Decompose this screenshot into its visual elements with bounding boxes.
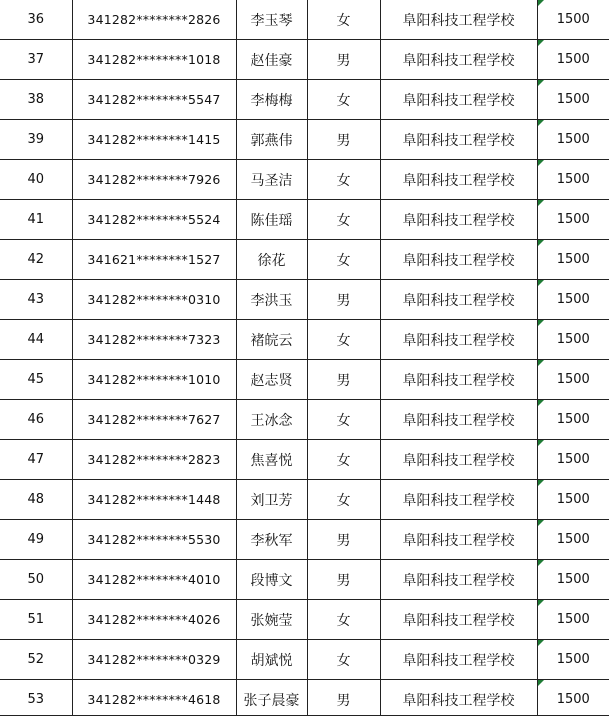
table-row xyxy=(0,160,609,200)
school-name-cell[interactable] xyxy=(380,520,537,560)
amount-cell[interactable] xyxy=(537,80,609,120)
next-row-edge xyxy=(0,715,609,720)
row-number-cell[interactable] xyxy=(0,680,72,720)
row-number-cell[interactable] xyxy=(0,200,72,240)
row-number-text: 46 xyxy=(27,412,45,427)
table-row xyxy=(0,680,609,720)
school-name-cell[interactable] xyxy=(380,680,537,720)
amount-cell[interactable] xyxy=(537,320,609,360)
number-stored-as-text-marker-icon xyxy=(538,480,544,486)
school-name-cell[interactable] xyxy=(380,560,537,600)
school-name-cell[interactable] xyxy=(380,40,537,80)
gender-cell[interactable] xyxy=(307,360,380,400)
number-stored-as-text-marker-icon xyxy=(538,240,544,246)
id-number-text: 341282********2823 xyxy=(87,452,221,467)
student-name-text: 褚皖云 xyxy=(250,332,293,349)
table-row xyxy=(0,320,609,360)
school-name-text: 阜阳科技工程学校 xyxy=(402,652,515,669)
student-name-cell[interactable] xyxy=(236,40,307,80)
gender-text: 女 xyxy=(336,252,351,269)
number-stored-as-text-marker-icon xyxy=(538,600,544,606)
student-name-cell[interactable] xyxy=(236,240,307,280)
school-name-text: 阜阳科技工程学校 xyxy=(402,692,515,709)
amount-cell[interactable] xyxy=(537,680,609,720)
student-name-text: 李梅梅 xyxy=(250,92,293,109)
id-number-text: 341282********4618 xyxy=(87,692,221,707)
row-number-cell[interactable] xyxy=(0,320,72,360)
id-number-text: 341621********1527 xyxy=(87,252,221,267)
row-number-text: 38 xyxy=(27,92,45,107)
gender-cell[interactable] xyxy=(307,320,380,360)
row-number-cell[interactable] xyxy=(0,440,72,480)
amount-cell[interactable] xyxy=(537,280,609,320)
school-name-text: 阜阳科技工程学校 xyxy=(402,492,515,509)
id-number-cell[interactable] xyxy=(72,320,236,360)
row-number-text: 42 xyxy=(27,252,45,267)
id-number-text: 341282********7627 xyxy=(87,412,221,427)
id-number-text: 341282********4010 xyxy=(87,572,221,587)
student-name-cell[interactable] xyxy=(236,560,307,600)
amount-cell[interactable] xyxy=(537,600,609,640)
number-stored-as-text-marker-icon xyxy=(538,400,544,406)
student-name-text: 赵佳豪 xyxy=(250,52,293,69)
gender-cell[interactable] xyxy=(307,520,380,560)
row-number-text: 50 xyxy=(27,572,45,587)
number-stored-as-text-marker-icon xyxy=(538,320,544,326)
student-name-text: 王冰念 xyxy=(250,412,293,429)
school-name-cell[interactable] xyxy=(380,160,537,200)
number-stored-as-text-marker-icon xyxy=(538,360,544,366)
number-stored-as-text-marker-icon xyxy=(538,680,544,686)
amount-cell[interactable] xyxy=(537,200,609,240)
row-number-text: 39 xyxy=(27,132,45,147)
gender-text: 女 xyxy=(336,612,351,629)
school-name-cell[interactable] xyxy=(380,120,537,160)
id-number-cell[interactable] xyxy=(72,400,236,440)
student-name-cell[interactable] xyxy=(236,640,307,680)
amount-cell[interactable] xyxy=(537,160,609,200)
id-number-cell[interactable] xyxy=(72,680,236,720)
id-number-text: 341282********1018 xyxy=(87,52,221,67)
student-name-cell[interactable] xyxy=(236,0,307,40)
row-number-text: 37 xyxy=(27,52,45,67)
id-number-cell[interactable] xyxy=(72,80,236,120)
student-name-text: 刘卫芳 xyxy=(250,492,293,509)
id-number-text: 341282********1415 xyxy=(87,132,221,147)
table-row xyxy=(0,280,609,320)
row-number-text: 36 xyxy=(27,12,45,27)
gender-cell[interactable] xyxy=(307,640,380,680)
school-name-cell[interactable] xyxy=(380,320,537,360)
id-number-cell[interactable] xyxy=(72,120,236,160)
amount-cell[interactable] xyxy=(537,480,609,520)
id-number-text: 341282********1010 xyxy=(87,372,221,387)
amount-text: 1500 xyxy=(556,452,590,467)
gender-cell[interactable] xyxy=(307,120,380,160)
row-number-cell[interactable] xyxy=(0,0,72,40)
student-name-text: 郭燕伟 xyxy=(250,132,293,149)
student-name-cell[interactable] xyxy=(236,80,307,120)
id-number-text: 341282********0310 xyxy=(87,292,221,307)
id-number-text: 341282********5530 xyxy=(87,532,221,547)
student-name-cell[interactable] xyxy=(236,440,307,480)
student-name-cell[interactable] xyxy=(236,600,307,640)
student-name-text: 徐花 xyxy=(257,252,286,269)
id-number-cell[interactable] xyxy=(72,40,236,80)
row-number-text: 45 xyxy=(27,372,45,387)
student-name-text: 张子晨豪 xyxy=(243,692,300,709)
gender-text: 男 xyxy=(336,372,351,389)
school-name-cell[interactable] xyxy=(380,440,537,480)
table-row xyxy=(0,400,609,440)
student-name-cell[interactable] xyxy=(236,320,307,360)
table-row xyxy=(0,440,609,480)
school-name-cell[interactable] xyxy=(380,400,537,440)
amount-text: 1500 xyxy=(556,572,590,587)
number-stored-as-text-marker-icon xyxy=(538,200,544,206)
row-number-text: 51 xyxy=(27,612,45,627)
row-number-text: 44 xyxy=(27,332,45,347)
id-number-text: 341282********1448 xyxy=(87,492,221,507)
gender-text: 女 xyxy=(336,212,351,229)
table-row xyxy=(0,80,609,120)
id-number-cell[interactable] xyxy=(72,640,236,680)
table-row xyxy=(0,240,609,280)
id-number-cell[interactable] xyxy=(72,520,236,560)
gender-cell[interactable] xyxy=(307,280,380,320)
amount-cell[interactable] xyxy=(537,400,609,440)
gender-cell[interactable] xyxy=(307,600,380,640)
number-stored-as-text-marker-icon xyxy=(538,640,544,646)
id-number-cell[interactable] xyxy=(72,480,236,520)
id-number-cell[interactable] xyxy=(72,560,236,600)
id-number-text: 341282********2826 xyxy=(87,12,221,27)
student-name-cell[interactable] xyxy=(236,200,307,240)
school-name-text: 阜阳科技工程学校 xyxy=(402,212,515,229)
school-name-text: 阜阳科技工程学校 xyxy=(402,12,515,29)
amount-text: 1500 xyxy=(556,92,590,107)
school-name-text: 阜阳科技工程学校 xyxy=(402,612,515,629)
number-stored-as-text-marker-icon xyxy=(538,120,544,126)
amount-cell[interactable] xyxy=(537,120,609,160)
student-name-cell[interactable] xyxy=(236,480,307,520)
school-name-cell[interactable] xyxy=(380,360,537,400)
row-number-text: 49 xyxy=(27,532,45,547)
school-name-cell[interactable] xyxy=(380,80,537,120)
gender-text: 女 xyxy=(336,492,351,509)
school-name-cell[interactable] xyxy=(380,0,537,40)
id-number-cell[interactable] xyxy=(72,240,236,280)
gender-text: 女 xyxy=(336,412,351,429)
row-number-cell[interactable] xyxy=(0,560,72,600)
row-number-cell[interactable] xyxy=(0,240,72,280)
student-name-cell[interactable] xyxy=(236,120,307,160)
number-stored-as-text-marker-icon xyxy=(538,40,544,46)
row-number-cell[interactable] xyxy=(0,400,72,440)
table-row xyxy=(0,600,609,640)
student-name-cell[interactable] xyxy=(236,520,307,560)
amount-cell[interactable] xyxy=(537,640,609,680)
number-stored-as-text-marker-icon xyxy=(538,280,544,286)
amount-cell[interactable] xyxy=(537,240,609,280)
row-number-cell[interactable] xyxy=(0,160,72,200)
row-number-cell[interactable] xyxy=(0,360,72,400)
school-name-text: 阜阳科技工程学校 xyxy=(402,372,515,389)
student-name-text: 李玉琴 xyxy=(250,12,293,29)
student-name-cell[interactable] xyxy=(236,680,307,720)
gender-cell[interactable] xyxy=(307,240,380,280)
student-name-text: 段博文 xyxy=(250,572,293,589)
amount-cell[interactable] xyxy=(537,440,609,480)
school-name-text: 阜阳科技工程学校 xyxy=(402,452,515,469)
gender-text: 男 xyxy=(336,692,351,709)
student-name-text: 焦喜悦 xyxy=(250,452,293,469)
row-number-cell[interactable] xyxy=(0,480,72,520)
row-number-cell[interactable] xyxy=(0,520,72,560)
amount-text: 1500 xyxy=(556,332,590,347)
row-number-cell[interactable] xyxy=(0,640,72,680)
gender-text: 男 xyxy=(336,572,351,589)
student-name-text: 陈佳瑶 xyxy=(250,212,293,229)
student-name-cell[interactable] xyxy=(236,280,307,320)
student-name-text: 赵志贤 xyxy=(250,372,293,389)
table-row xyxy=(0,480,609,520)
amount-text: 1500 xyxy=(556,132,590,147)
amount-text: 1500 xyxy=(556,612,590,627)
amount-text: 1500 xyxy=(556,372,590,387)
school-name-cell[interactable] xyxy=(380,480,537,520)
school-name-text: 阜阳科技工程学校 xyxy=(402,52,515,69)
student-name-cell[interactable] xyxy=(236,160,307,200)
amount-text: 1500 xyxy=(556,532,590,547)
school-name-text: 阜阳科技工程学校 xyxy=(402,172,515,189)
gender-cell[interactable] xyxy=(307,400,380,440)
amount-cell[interactable] xyxy=(537,40,609,80)
gender-cell[interactable] xyxy=(307,440,380,480)
table-row xyxy=(0,520,609,560)
student-name-text: 李洪玉 xyxy=(250,292,293,309)
amount-cell[interactable] xyxy=(537,520,609,560)
school-name-text: 阜阳科技工程学校 xyxy=(402,92,515,109)
gender-text: 女 xyxy=(336,652,351,669)
school-name-text: 阜阳科技工程学校 xyxy=(402,532,515,549)
school-name-cell[interactable] xyxy=(380,240,537,280)
amount-text: 1500 xyxy=(556,12,590,27)
student-name-cell[interactable] xyxy=(236,360,307,400)
student-name-text: 胡斌悦 xyxy=(250,652,293,669)
row-number-text: 52 xyxy=(27,652,45,667)
school-name-text: 阜阳科技工程学校 xyxy=(402,132,515,149)
student-name-text: 张婉莹 xyxy=(250,612,293,629)
id-number-cell[interactable] xyxy=(72,160,236,200)
id-number-text: 341282********7323 xyxy=(87,332,221,347)
id-number-cell[interactable] xyxy=(72,440,236,480)
amount-text: 1500 xyxy=(556,252,590,267)
gender-cell[interactable] xyxy=(307,480,380,520)
amount-text: 1500 xyxy=(556,652,590,667)
gender-cell[interactable] xyxy=(307,0,380,40)
school-name-cell[interactable] xyxy=(380,640,537,680)
id-number-text: 341282********7926 xyxy=(87,172,221,187)
row-number-cell[interactable] xyxy=(0,40,72,80)
amount-cell[interactable] xyxy=(537,0,609,40)
number-stored-as-text-marker-icon xyxy=(538,160,544,166)
school-name-text: 阜阳科技工程学校 xyxy=(402,252,515,269)
row-number-cell[interactable] xyxy=(0,600,72,640)
gender-text: 女 xyxy=(336,452,351,469)
number-stored-as-text-marker-icon xyxy=(538,520,544,526)
amount-text: 1500 xyxy=(556,52,590,67)
amount-text: 1500 xyxy=(556,492,590,507)
row-number-text: 53 xyxy=(27,692,45,707)
amount-text: 1500 xyxy=(556,292,590,307)
gender-text: 男 xyxy=(336,132,351,149)
school-name-cell[interactable] xyxy=(380,280,537,320)
gender-text: 男 xyxy=(336,292,351,309)
number-stored-as-text-marker-icon xyxy=(538,0,544,6)
school-name-cell[interactable] xyxy=(380,600,537,640)
table-row xyxy=(0,40,609,80)
gender-text: 女 xyxy=(336,92,351,109)
gender-cell[interactable] xyxy=(307,160,380,200)
id-number-text: 341282********0329 xyxy=(87,652,221,667)
id-number-cell[interactable] xyxy=(72,600,236,640)
school-name-text: 阜阳科技工程学校 xyxy=(402,332,515,349)
table-row xyxy=(0,200,609,240)
table-row xyxy=(0,560,609,600)
gender-cell[interactable] xyxy=(307,680,380,720)
table-row xyxy=(0,0,609,40)
gender-cell[interactable] xyxy=(307,200,380,240)
amount-cell[interactable] xyxy=(537,560,609,600)
gender-text: 女 xyxy=(336,172,351,189)
row-number-text: 48 xyxy=(27,492,45,507)
school-name-cell[interactable] xyxy=(380,200,537,240)
id-number-cell[interactable] xyxy=(72,200,236,240)
amount-text: 1500 xyxy=(556,212,590,227)
row-number-text: 43 xyxy=(27,292,45,307)
amount-text: 1500 xyxy=(556,692,590,707)
gender-text: 女 xyxy=(336,332,351,349)
row-number-text: 41 xyxy=(27,212,45,227)
number-stored-as-text-marker-icon xyxy=(538,440,544,446)
row-number-text: 47 xyxy=(27,452,45,467)
amount-cell[interactable] xyxy=(537,360,609,400)
number-stored-as-text-marker-icon xyxy=(538,80,544,86)
student-name-cell[interactable] xyxy=(236,400,307,440)
gender-text: 男 xyxy=(336,532,351,549)
gender-cell[interactable] xyxy=(307,560,380,600)
row-number-cell[interactable] xyxy=(0,280,72,320)
school-name-text: 阜阳科技工程学校 xyxy=(402,292,515,309)
school-name-text: 阜阳科技工程学校 xyxy=(402,412,515,429)
school-name-text: 阜阳科技工程学校 xyxy=(402,572,515,589)
id-number-cell[interactable] xyxy=(72,280,236,320)
number-stored-as-text-marker-icon xyxy=(538,560,544,566)
id-number-text: 341282********5547 xyxy=(87,92,221,107)
gender-cell[interactable] xyxy=(307,80,380,120)
table-row xyxy=(0,120,609,160)
gender-text: 男 xyxy=(336,52,351,69)
amount-text: 1500 xyxy=(556,172,590,187)
id-number-cell[interactable] xyxy=(72,0,236,40)
id-number-text: 341282********4026 xyxy=(87,612,221,627)
gender-text: 女 xyxy=(336,12,351,29)
student-name-text: 马圣洁 xyxy=(250,172,293,189)
id-number-cell[interactable] xyxy=(72,360,236,400)
row-number-text: 40 xyxy=(27,172,45,187)
row-number-cell[interactable] xyxy=(0,120,72,160)
id-number-text: 341282********5524 xyxy=(87,212,221,227)
table-row xyxy=(0,640,609,680)
gender-cell[interactable] xyxy=(307,40,380,80)
amount-text: 1500 xyxy=(556,412,590,427)
student-name-text: 李秋军 xyxy=(250,532,293,549)
table-row xyxy=(0,360,609,400)
row-number-cell[interactable] xyxy=(0,80,72,120)
